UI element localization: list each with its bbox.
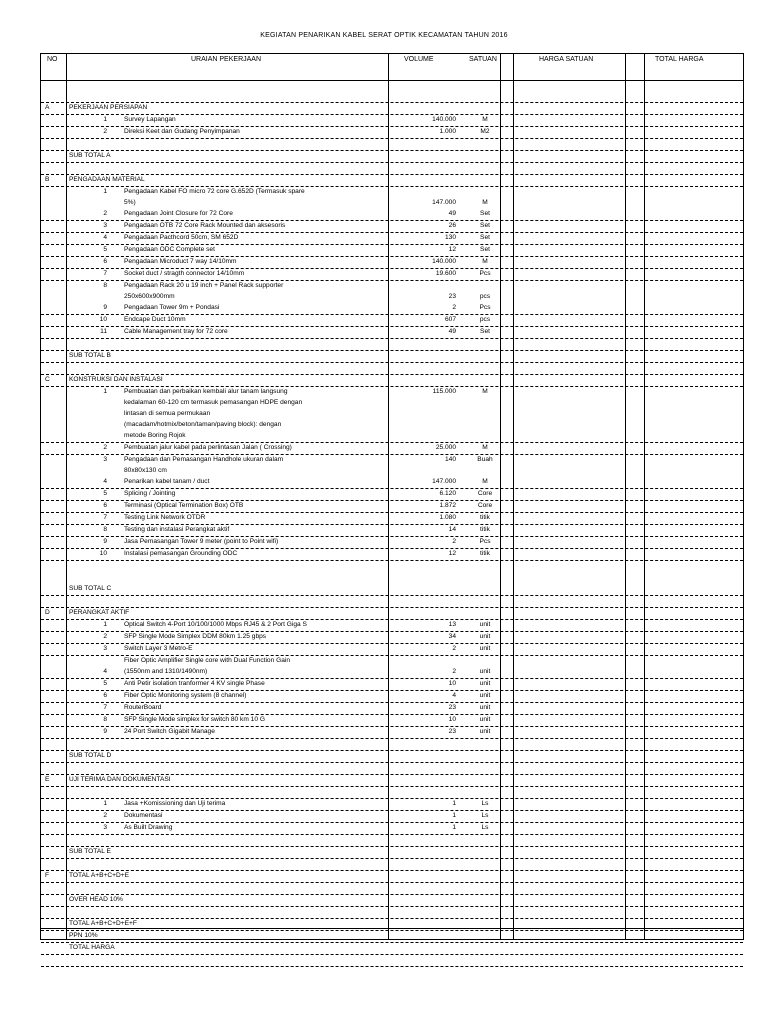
table-row bbox=[41, 560, 743, 584]
item-volume: 12 bbox=[448, 246, 456, 253]
item-number: 7 bbox=[103, 514, 107, 521]
item-description: Optical Switch 4-Port 10/100/1000 Mbps RJ45 & 2 Port Giga S bbox=[124, 621, 307, 628]
item-volume: 140.000 bbox=[432, 116, 456, 123]
item-volume: 12 bbox=[448, 550, 456, 557]
table-row bbox=[41, 374, 743, 386]
item-number: 9 bbox=[103, 538, 107, 545]
item-description: Pengadaan ODC Complete set bbox=[124, 246, 215, 253]
item-number: 10 bbox=[99, 550, 107, 557]
document-title: KEGIATAN PENARIKAN KABEL SERAT OPTIK KECAMATAN TAHUN 2016 bbox=[260, 32, 508, 39]
item-volume: 10 bbox=[448, 716, 456, 723]
item-unit: Pcs bbox=[479, 270, 491, 277]
table-row bbox=[41, 750, 743, 762]
item-unit: Core bbox=[477, 502, 493, 509]
item-description: Pengadaan Tower 9m + Pondasi bbox=[124, 304, 220, 311]
item-description: Testing dan instalasi Perangkat aktif bbox=[124, 526, 230, 533]
item-description: Terminasi (Optical Termination Box) OTB bbox=[124, 502, 244, 509]
item-number: 7 bbox=[103, 704, 107, 711]
item-unit: Ls bbox=[481, 812, 489, 819]
header-total-harga: TOTAL HARGA bbox=[655, 56, 704, 63]
table-row bbox=[41, 966, 743, 978]
table-row bbox=[41, 454, 743, 466]
item-description: kedalaman 60-120 cm termasuk pemasangan HDPE dengan bbox=[124, 399, 303, 406]
table-footer-band bbox=[41, 928, 743, 939]
section-label: TOTAL A+B+C+D+E bbox=[69, 872, 129, 879]
item-description: Pengadaan Microduct 7 way 14/10mm bbox=[124, 258, 237, 265]
item-volume: 13 bbox=[448, 621, 456, 628]
item-description: RouterBoard bbox=[124, 704, 162, 711]
item-volume: 1 bbox=[452, 824, 456, 831]
item-description: SFP Single Mode simplex for switch 80 km 10 G bbox=[124, 716, 265, 723]
item-unit: M bbox=[482, 116, 488, 123]
header-uraian: URAIAN PEKERJAAN bbox=[191, 56, 262, 63]
item-number: 9 bbox=[103, 728, 107, 735]
table-row bbox=[41, 350, 743, 362]
table-row bbox=[41, 584, 743, 595]
item-description: Fiber Optic Monitoring system (8 channel) bbox=[124, 692, 247, 699]
table-row bbox=[41, 186, 743, 198]
item-unit: titik bbox=[480, 550, 490, 557]
table-row bbox=[41, 409, 743, 420]
table-row bbox=[41, 198, 743, 209]
item-description: Survey Lapangan bbox=[124, 116, 176, 123]
table-row bbox=[41, 846, 743, 858]
row-no: B bbox=[45, 176, 50, 183]
item-number: 6 bbox=[103, 692, 107, 699]
table-row bbox=[41, 858, 743, 870]
table-row bbox=[41, 466, 743, 477]
item-unit: Ls bbox=[481, 824, 489, 831]
item-description: 5%) bbox=[124, 199, 136, 206]
item-description: Dokumentasi bbox=[124, 812, 163, 819]
row-no: E bbox=[45, 776, 50, 783]
section-label: TOTAL A+B+C+D+E+F bbox=[69, 920, 137, 927]
table-row bbox=[41, 102, 743, 114]
table-row bbox=[41, 477, 743, 488]
item-volume: 1.000 bbox=[439, 128, 456, 135]
table-row bbox=[41, 431, 743, 442]
item-number: 4 bbox=[103, 234, 107, 241]
item-number: 3 bbox=[103, 824, 107, 831]
item-unit: M bbox=[482, 444, 488, 451]
item-description: Pengadaan OTB 72 Core Rack Mounted dan aksesoris bbox=[124, 222, 286, 229]
table-row bbox=[41, 442, 743, 454]
item-description: Pengadaan dan Pemasangan Handhole ukuran dalam bbox=[124, 456, 284, 463]
item-volume: 19.600 bbox=[435, 270, 456, 277]
item-number: 1 bbox=[103, 388, 107, 395]
table-row bbox=[41, 256, 743, 268]
item-volume: 607 bbox=[444, 316, 456, 323]
item-unit: M2 bbox=[480, 128, 490, 135]
item-number: 8 bbox=[103, 282, 107, 289]
item-unit: titik bbox=[480, 526, 490, 533]
item-description: lintasan di semua permukaan bbox=[124, 410, 211, 417]
item-description: Pengadaan Rack 20 u 19 inch + Panel Rack supporter bbox=[124, 282, 284, 289]
item-unit: Buah bbox=[477, 456, 493, 463]
table-row bbox=[41, 822, 743, 834]
item-unit: unit bbox=[479, 692, 491, 699]
header-satuan: SATUAN bbox=[469, 56, 497, 63]
item-description: 24 Port Switch Gigabit Manage bbox=[124, 728, 215, 735]
item-description: Splicing / Jointing bbox=[124, 490, 176, 497]
item-description: Pembuatan dan perbaikan kembali alur tanam langsung bbox=[124, 388, 288, 395]
item-volume: 1.872 bbox=[439, 502, 456, 509]
item-unit: pcs bbox=[479, 293, 491, 300]
table-row bbox=[41, 114, 743, 126]
table-row bbox=[41, 786, 743, 798]
table-row bbox=[41, 209, 743, 220]
item-number: 3 bbox=[103, 645, 107, 652]
item-number: 2 bbox=[103, 444, 107, 451]
cost-table bbox=[40, 53, 744, 951]
item-unit: unit bbox=[479, 621, 491, 628]
item-volume: 1 bbox=[452, 800, 456, 807]
item-unit: Set bbox=[480, 234, 490, 241]
item-number: 5 bbox=[103, 680, 107, 687]
table-row bbox=[41, 714, 743, 726]
item-unit: M bbox=[482, 478, 488, 485]
item-volume: 23 bbox=[448, 704, 456, 711]
item-number: 11 bbox=[100, 328, 107, 335]
item-description: (macadam/hotmix/beton/taman/paving block): dengan bbox=[124, 421, 282, 428]
table-row bbox=[41, 894, 743, 906]
item-number: 7 bbox=[103, 270, 107, 277]
item-unit: Set bbox=[480, 246, 490, 253]
table-body bbox=[41, 88, 743, 978]
row-no: A bbox=[45, 104, 50, 111]
table-row bbox=[41, 619, 743, 631]
item-description: Cable Management tray for 72 core bbox=[124, 328, 228, 335]
table-row bbox=[41, 655, 743, 667]
item-unit: unit bbox=[479, 680, 491, 687]
table-row bbox=[41, 292, 743, 303]
item-description: Anti Petir isolation tranformer 4 KV single Phase bbox=[124, 680, 265, 687]
table-row bbox=[41, 726, 743, 738]
item-description: SFP Single Mode Simplex DDM 80km 1.25 gbps bbox=[124, 633, 267, 640]
table-row bbox=[41, 314, 743, 326]
table-row bbox=[41, 150, 743, 162]
table-row bbox=[41, 338, 743, 350]
table-row bbox=[41, 548, 743, 560]
item-volume: 2 bbox=[452, 645, 456, 652]
table-row bbox=[41, 174, 743, 186]
table-row bbox=[41, 870, 743, 882]
item-unit: unit bbox=[479, 716, 491, 723]
item-volume: 10 bbox=[448, 680, 456, 687]
item-description: Penarikan kabel tanam / duct bbox=[124, 478, 210, 485]
section-label: SUB TOTAL C bbox=[69, 585, 112, 592]
item-volume: 140.000 bbox=[432, 258, 456, 265]
item-volume: 1 bbox=[452, 812, 456, 819]
item-volume: 26 bbox=[448, 222, 456, 229]
item-volume: 115.000 bbox=[432, 388, 456, 395]
section-label: TOTAL HARGA bbox=[69, 944, 115, 951]
item-unit: M bbox=[482, 199, 488, 206]
table-row bbox=[41, 268, 743, 280]
item-description: Pengadaan Kabel FO micro 72 core G.652D (Termasuk spare bbox=[124, 188, 305, 195]
table-row bbox=[41, 690, 743, 702]
table-row bbox=[41, 762, 743, 774]
table-row bbox=[41, 738, 743, 750]
table-row bbox=[41, 386, 743, 398]
section-label: KONSTRUKSI DAN INSTALASI bbox=[69, 376, 163, 383]
table-row bbox=[41, 303, 743, 314]
item-unit: Set bbox=[480, 328, 490, 335]
table-row bbox=[41, 280, 743, 292]
table-row bbox=[41, 631, 743, 643]
header-volume: VOLUME bbox=[404, 56, 434, 63]
item-unit: M bbox=[482, 258, 488, 265]
table-row bbox=[41, 595, 743, 607]
item-number: 2 bbox=[103, 210, 107, 217]
item-unit: unit bbox=[479, 704, 491, 711]
item-number: 8 bbox=[103, 716, 107, 723]
table-row bbox=[41, 500, 743, 512]
table-row bbox=[41, 244, 743, 256]
item-description: Pengadaan Pacthcord 50cm, SM 652D bbox=[124, 234, 239, 241]
header-no: NO bbox=[47, 56, 58, 63]
section-label: PEKERJAAN PERSIAPAN bbox=[69, 104, 148, 111]
section-label: SUB TOTAL B bbox=[69, 352, 111, 359]
item-description: Direksi Keet dan Gudang Penyimpanan bbox=[124, 128, 240, 135]
item-volume: 25.000 bbox=[435, 444, 456, 451]
table-row bbox=[41, 906, 743, 918]
item-number: 4 bbox=[103, 668, 107, 675]
item-description: Testing Link Network OTDR bbox=[124, 514, 206, 521]
item-number: 10 bbox=[99, 316, 107, 323]
item-unit: unit bbox=[479, 645, 491, 652]
row-no: C bbox=[45, 376, 50, 383]
table-row bbox=[41, 942, 743, 954]
item-number: 1 bbox=[103, 188, 107, 195]
item-description: Switch Layer 3 Metro-E bbox=[124, 645, 193, 652]
table-row bbox=[41, 126, 743, 138]
item-description: (1550nm and 1310/1490nm) bbox=[124, 668, 208, 675]
table-row bbox=[41, 643, 743, 655]
section-label: UJI TERIMA DAN DOKUMENTASI bbox=[69, 776, 171, 783]
item-description: Fiber Optic Amplifier Single core with Dual Function Gain bbox=[124, 657, 291, 664]
item-number: 1 bbox=[103, 621, 107, 628]
item-unit: Core bbox=[477, 490, 493, 497]
item-number: 3 bbox=[103, 456, 107, 463]
table-row bbox=[41, 667, 743, 678]
item-number: 2 bbox=[103, 633, 107, 640]
section-label: PENGADAAN MATERIAL bbox=[69, 176, 145, 183]
table-row bbox=[41, 524, 743, 536]
item-description: Instalasi pemasangan Grounding ODC bbox=[124, 550, 238, 557]
table-row bbox=[41, 798, 743, 810]
item-number: 1 bbox=[103, 800, 107, 807]
item-number: 6 bbox=[103, 258, 107, 265]
item-description: 80x80x130 cm bbox=[124, 467, 167, 474]
section-label: SUB TOTAL D bbox=[69, 752, 112, 759]
table-row bbox=[41, 420, 743, 431]
item-unit: Ls bbox=[481, 800, 489, 807]
item-number: 5 bbox=[103, 246, 107, 253]
table-row bbox=[41, 488, 743, 500]
item-number: 4 bbox=[103, 478, 107, 485]
table-row bbox=[41, 220, 743, 232]
table-row bbox=[41, 834, 743, 846]
table-row bbox=[41, 232, 743, 244]
section-label: SUB TOTAL A bbox=[69, 152, 111, 159]
item-unit: Pcs bbox=[479, 304, 491, 311]
item-volume: 2 bbox=[452, 304, 456, 311]
item-description: metode Boring Rojok bbox=[124, 432, 186, 439]
item-volume: 147.000 bbox=[432, 199, 456, 206]
item-unit: pcs bbox=[479, 316, 491, 323]
item-unit: Set bbox=[480, 210, 490, 217]
item-volume: 49 bbox=[448, 328, 456, 335]
item-description: As Built Drawing bbox=[124, 824, 173, 831]
header-harga-satuan: HARGA SATUAN bbox=[539, 56, 594, 63]
item-number: 6 bbox=[103, 502, 107, 509]
table-row bbox=[41, 398, 743, 409]
item-unit: M bbox=[482, 388, 488, 395]
item-volume: 2 bbox=[452, 538, 456, 545]
item-volume: 147.000 bbox=[432, 478, 456, 485]
item-number: 2 bbox=[103, 128, 107, 135]
item-number: 3 bbox=[103, 222, 107, 229]
item-unit: titik bbox=[480, 514, 490, 521]
item-volume: 23 bbox=[448, 728, 456, 735]
item-number: 9 bbox=[103, 304, 107, 311]
item-volume: 1.080 bbox=[439, 514, 456, 521]
item-description: Pembuatan jalur kabel pada perlintasan Jalan ( Crossing) bbox=[124, 444, 292, 451]
row-no: F bbox=[45, 872, 50, 879]
table-row bbox=[41, 362, 743, 374]
item-volume: 23 bbox=[448, 293, 456, 300]
table-header bbox=[41, 54, 743, 81]
item-volume: 4 bbox=[452, 692, 456, 699]
item-number: 2 bbox=[103, 812, 107, 819]
item-volume: 2 bbox=[452, 668, 456, 675]
item-volume: 49 bbox=[448, 210, 456, 217]
item-description: Jasa Pemasangan Tower 9 meter (point to Point wifi) bbox=[124, 538, 279, 545]
item-description: Pengadaan Joint Closure for 72 Core bbox=[124, 210, 233, 217]
item-unit: unit bbox=[479, 633, 491, 640]
table-row bbox=[41, 607, 743, 619]
item-unit: Set bbox=[480, 222, 490, 229]
item-volume: 140 bbox=[444, 456, 456, 463]
table-row bbox=[41, 162, 743, 174]
item-description: Jasa +Komissioning dan Uji terima bbox=[124, 800, 226, 807]
table-row bbox=[41, 88, 743, 102]
item-unit: unit bbox=[479, 668, 491, 675]
table-row bbox=[41, 678, 743, 690]
table-row bbox=[41, 810, 743, 822]
section-label: PPN 10% bbox=[69, 932, 98, 939]
item-number: 5 bbox=[103, 490, 107, 497]
item-description: 250x600x900mm bbox=[124, 293, 175, 300]
row-no: D bbox=[45, 609, 50, 616]
section-label: OVER HEAD 10% bbox=[69, 896, 123, 903]
item-volume: 34 bbox=[448, 633, 456, 640]
table-row bbox=[41, 774, 743, 786]
item-unit: Pcs bbox=[479, 538, 491, 545]
item-number: 8 bbox=[103, 526, 107, 533]
item-volume: 6.120 bbox=[439, 490, 456, 497]
table-row bbox=[41, 882, 743, 894]
item-volume: 130 bbox=[444, 234, 456, 241]
table-row bbox=[41, 702, 743, 714]
item-unit: unit bbox=[479, 728, 491, 735]
table-row bbox=[41, 536, 743, 548]
item-number: 1 bbox=[103, 116, 107, 123]
item-description: Socket duct / stragth connector 14/10mm bbox=[124, 270, 245, 277]
item-volume: 14 bbox=[448, 526, 456, 533]
item-description: Endcape Duct 10mm bbox=[124, 316, 186, 323]
section-label: PERANGKAT AKTIF bbox=[69, 609, 130, 616]
table-row bbox=[41, 512, 743, 524]
section-label: SUB TOTAL E bbox=[69, 848, 111, 855]
table-row bbox=[41, 954, 743, 966]
table-row bbox=[41, 326, 743, 338]
table-row bbox=[41, 138, 743, 150]
